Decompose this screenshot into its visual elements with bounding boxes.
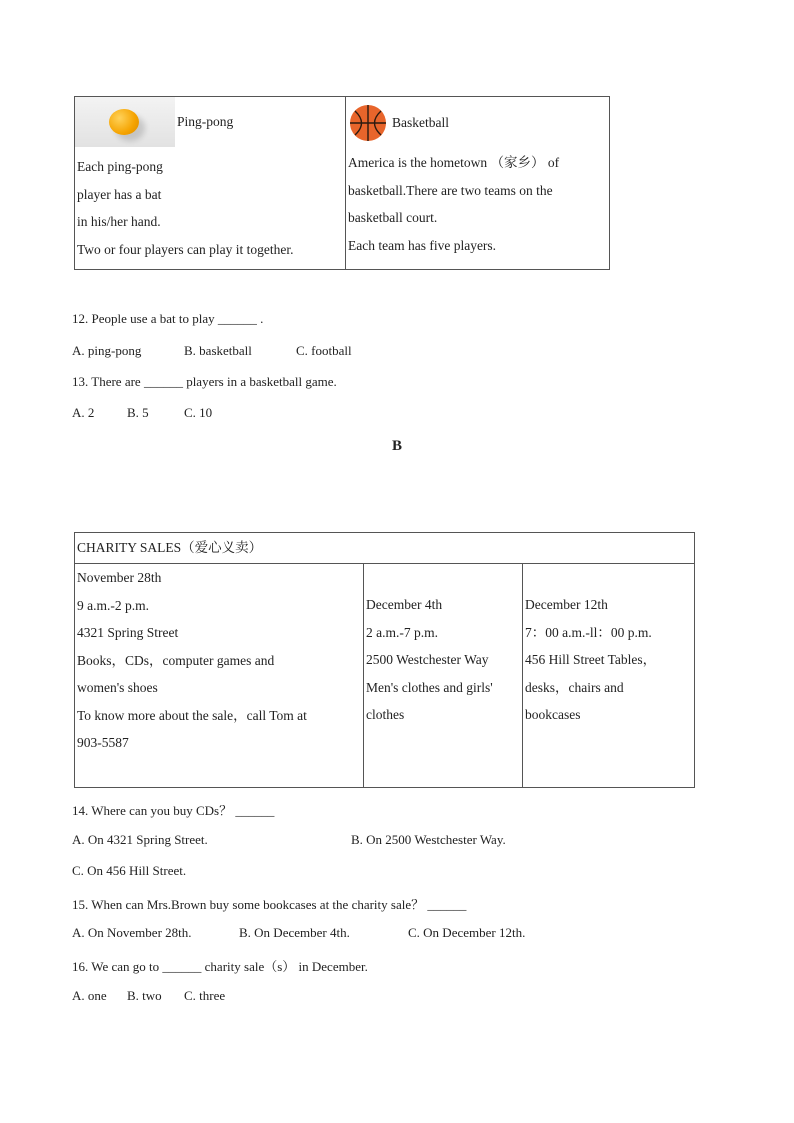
q16-option-a: A. one [72, 988, 107, 1003]
pingpong-title: Ping-pong [177, 114, 234, 129]
q13-option-a: A. 2 [72, 405, 95, 420]
sale-nov-28 [75, 564, 364, 788]
q12-option-c: C. football [296, 343, 352, 358]
sale-line: December 4th [366, 597, 443, 612]
charity-sales-table [74, 532, 695, 788]
sale-line: 2 a.m.-7 p.m. [366, 624, 438, 640]
pingpong-cell [75, 97, 346, 270]
basketball-image [346, 103, 390, 143]
sale-line: 456 Hill Street Tables， [525, 652, 657, 667]
question-16: 16. We can go to ______ charity sale（s） in December. [72, 959, 368, 974]
sale-line: November 28th [77, 570, 162, 585]
pingpong-line: Two or four players can play it together. [77, 241, 294, 257]
q15-option-c: C. On December 12th. [408, 925, 526, 940]
q15-option-a: A. On November 28th. [72, 925, 192, 940]
sale-line: 9 a.m.-2 p.m. [77, 597, 149, 613]
sale-line: women's shoes [77, 680, 158, 695]
sale-line: 4321 Spring Street [77, 625, 179, 640]
sale-line: desks，chairs and [525, 679, 624, 695]
sale-dec-12 [523, 564, 695, 788]
sale-dec-4 [364, 564, 523, 788]
sale-line: To know more about the sale，call Tom at [77, 707, 307, 723]
q14-option-b: B. On 2500 Westchester Way. [351, 832, 506, 847]
pingpong-line: Each ping-pong [77, 159, 163, 174]
basketball-line: America is the hometown （家乡） of [348, 155, 560, 170]
q14-option-a: A. On 4321 Spring Street. [72, 832, 208, 847]
sale-line: 2500 Westchester Way [366, 652, 489, 667]
basketball-line: basketball court. [348, 210, 438, 225]
sale-line: 903-5587 [77, 735, 129, 750]
q12-option-b: B. basketball [184, 343, 252, 358]
pingpong-line: in his/her hand. [77, 214, 161, 229]
q13-option-c: C. 10 [184, 405, 213, 420]
sale-line: Books，CDs，computer games and [77, 652, 275, 668]
basketball-cell [346, 97, 610, 270]
q16-option-c: C. three [184, 988, 226, 1003]
sale-line: clothes [366, 707, 405, 722]
basketball-line: basketball.There are two teams on the [348, 182, 553, 198]
basketball-line: Each team has five players. [348, 237, 497, 253]
pingpong-ball-image [75, 97, 175, 147]
question-15: 15. When can Mrs.Brown buy some bookcases at the charity sale？ ______ [72, 897, 467, 912]
question-13: 13. There are ______ players in a basketball game. [72, 374, 337, 389]
charity-header: CHARITY SALES（爱心义卖） [77, 540, 263, 555]
basketball-title: Basketball [392, 115, 449, 130]
charity-header-cell [75, 533, 695, 564]
sports-table [74, 96, 610, 270]
question-14: 14. Where can you buy CDs？ ______ [72, 803, 275, 818]
q13-option-b: B. 5 [127, 405, 149, 420]
q12-option-a: A. ping-pong [72, 343, 142, 358]
sale-line: bookcases [525, 707, 581, 722]
q16-option-b: B. two [127, 988, 162, 1003]
sale-line: 7：00 a.m.-ll：00 p.m. [525, 624, 652, 640]
q15-option-b: B. On December 4th. [239, 925, 350, 940]
sale-line: Men's clothes and girls' [366, 679, 493, 695]
q14-option-c: C. On 456 Hill Street. [72, 863, 187, 878]
pingpong-line: player has a bat [77, 186, 162, 202]
section-b-heading: B [391, 438, 402, 454]
question-12: 12. People use a bat to play ______ . [72, 311, 264, 326]
sale-line: December 12th [525, 597, 608, 612]
